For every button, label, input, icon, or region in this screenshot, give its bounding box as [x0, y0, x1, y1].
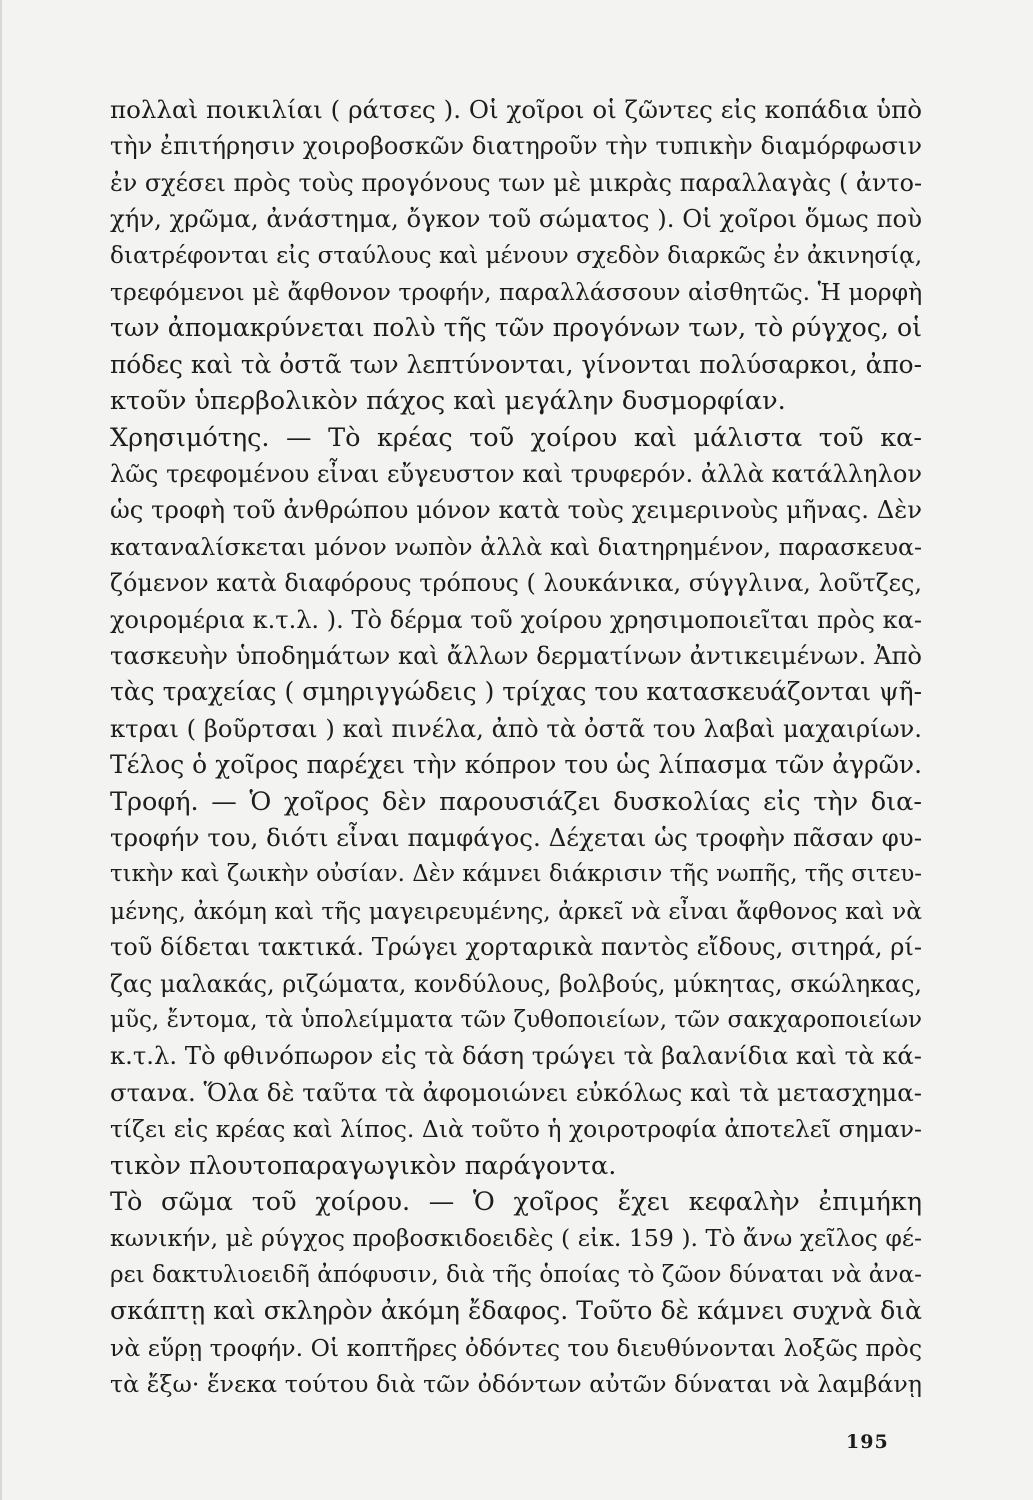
- text-line-19: Τέλος ὁ χοῖρος παρέχει τὴν κόπρον του ὡς λίπασμα τῶν ἀγρῶν.: [110, 750, 922, 780]
- text-line-24: τοῦ δίδεται τακτικά. Τρώγει χορταρικὰ παντὸς εἴδους, σιτηρά, ρί-: [110, 933, 922, 962]
- text-line-26: μῦς, ἔντομα, τὰ ὑπολείμματα τῶν ζυθοποιείων, τῶν σακχαροποιείων: [110, 1007, 922, 1033]
- text-line-8: πόδες καὶ τὰ ὀστᾶ των λεπτύνονται, γίνονται πολύσαρκοι, ἀπο-: [110, 349, 922, 379]
- scan-edge-left: [0, 0, 2, 1500]
- text-line-22: τικὴν καὶ ζωικὴν οὐσίαν. Δὲν κάμνει διάκρισιν τῆς νωπῆς, τῆς σιτευ-: [110, 861, 922, 888]
- text-line-36: τὰ ἔξω· ἕνεκα τούτου διὰ τῶν ὀδόντων αὐτῶν δύναται νὰ λαμβάνῃ: [110, 1370, 922, 1398]
- text-line-6: τρεφόμενοι μὲ ἄφθονον τροφήν, παραλλάσσουν αἰσθητῶς. Ἡ μορφὴ: [110, 278, 922, 306]
- text-line-29: τίζει εἰς κρέας καὶ λίπος. Διὰ τοῦτο ἡ χοιροτροφία ἀποτελεῖ σημαν-: [110, 1115, 922, 1144]
- text-line-16: τασκευὴν ὑποδημάτων καὶ ἄλλων δερματίνων ἀντικειμένων. Ἀπὸ: [110, 641, 922, 670]
- text-line-35: νὰ εὕρῃ τροφήν. Οἱ κοπτῆρες ὀδόντες του διευθύνονται λοξῶς πρὸς: [110, 1333, 922, 1362]
- text-line-4: χήν, χρῶμα, ἀνάστημα, ὄγκον τοῦ σώματος ). Οἱ χοῖροι ὅμως ποὺ: [110, 204, 922, 234]
- text-line-18: κτραι ( βοῦρτσαι ) καὶ πινέλα, ἀπὸ τὰ ὀστᾶ του λαβαὶ μαχαιρίων.: [110, 713, 922, 743]
- page-number: 195: [846, 1431, 889, 1453]
- section-heading-food-line: Τροφή. — Ὁ χοῖρος δὲν παρουσιάζει δυσκολίας εἰς τὴν δια-: [110, 786, 922, 817]
- text-line-34: σκάπτῃ καὶ σκληρὸν ἀκόμη ἔδαφος. Τοῦτο δὲ κάμνει συχνὰ διὰ: [110, 1296, 922, 1326]
- text-line-13: καταναλίσκεται μόνον νωπὸν ἀλλὰ καὶ διατηρημένον, παρασκευα-: [110, 532, 922, 561]
- text-line-12: ὡς τροφὴ τοῦ ἀνθρώπου μόνον κατὰ τοὺς χειμερινοὺς μῆνας. Δὲν: [110, 495, 922, 525]
- section-heading-body-line: Τὸ σῶμα τοῦ χοίρου. — Ὁ χοῖρος ἔχει κεφαλὴν ἐπιμήκη: [110, 1187, 922, 1217]
- text-line-3: ἐν σχέσει πρὸς τοὺς προγόνους των μὲ μικρὰς παραλλαγὰς ( ἀντο-: [110, 168, 922, 197]
- text-line-28: στανα. Ὅλα δὲ ταῦτα τὰ ἀφομοιώνει εὐκόλως καὶ τὰ μετασχημα-: [110, 1077, 922, 1107]
- text-line-21: τροφήν του, διότι εἶναι παμφάγος. Δέχεται ὡς τροφὴν πᾶσαν φυ-: [110, 823, 922, 852]
- text-line-25: ζας μαλακάς, ριζώματα, κονδύλους, βολβούς, μύκητας, σκώληκας,: [110, 969, 922, 998]
- text-line-30: τικὸν πλουτοπαραγωγικὸν παράγοντα.: [110, 1150, 617, 1181]
- text-line-2: τὴν ἐπιτήρησιν χοιροβοσκῶν διατηροῦν τὴν τυπικὴν διαμόρφωσιν: [110, 132, 922, 161]
- section-heading-usefulness-line: Χρησιμότης. — Τὸ κρέας τοῦ χοίρου καὶ μάλιστα τοῦ κα-: [110, 422, 922, 453]
- text-line-27: κ.τ.λ. Τὸ φθινόπωρον εἰς τὰ δάση τρώγει τὰ βαλανίδια καὶ τὰ κά-: [110, 1041, 922, 1071]
- text-line-15: χοιρομέρια κ.τ.λ. ). Τὸ δέρμα τοῦ χοίρου χρησιμοποιεῖται πρὸς κα-: [110, 605, 922, 634]
- text-line-32: κωνικήν, μὲ ρύγχος προβοσκιδοειδὲς ( εἰκ. 159 ). Τὸ ἄνω χεῖλος φέ-: [110, 1224, 922, 1253]
- text-line-7: των ἀπομακρύνεται πολὺ τῆς τῶν προγόνων των, τὸ ρύγχος, οἱ: [110, 313, 922, 343]
- text-line-14: ζόμενον κατὰ διαφόρους τρόπους ( λουκάνικα, σύγγλινα, λοῦτζες,: [110, 569, 922, 598]
- text-line-17: τὰς τραχείας ( σμηριγγώδεις ) τρίχας του κατασκευάζονται ψῆ-: [110, 677, 922, 707]
- text-line-1: πολλαὶ ποικιλίαι ( ράτσες ). Οἱ χοῖροι οἱ ζῶντες εἰς κοπάδια ὑπὸ: [110, 95, 922, 124]
- text-line-23: μένης, ἀκόμη καὶ τῆς μαγειρευμένης, ἀρκεῖ νὰ εἶναι ἄφθονος καὶ νὰ: [110, 896, 922, 925]
- text-line-9: κτοῦν ὑπερβολικὸν πάχος καὶ μεγάλην δυσμορφίαν.: [110, 386, 786, 417]
- text-line-11: λῶς τρεφομένου εἶναι εὔγευστον καὶ τρυφερόν. ἀλλὰ κατάλληλον: [110, 460, 922, 488]
- text-line-33: ρει δακτυλιοειδῆ ἀπόφυσιν, διὰ τῆς ὁποίας τὸ ζῶον δύναται νὰ ἀνα-: [110, 1260, 922, 1288]
- text-line-5: διατρέφονται εἰς σταύλους καὶ μένουν σχεδὸν διαρκῶς ἐν ἀκινησίᾳ,: [110, 242, 922, 269]
